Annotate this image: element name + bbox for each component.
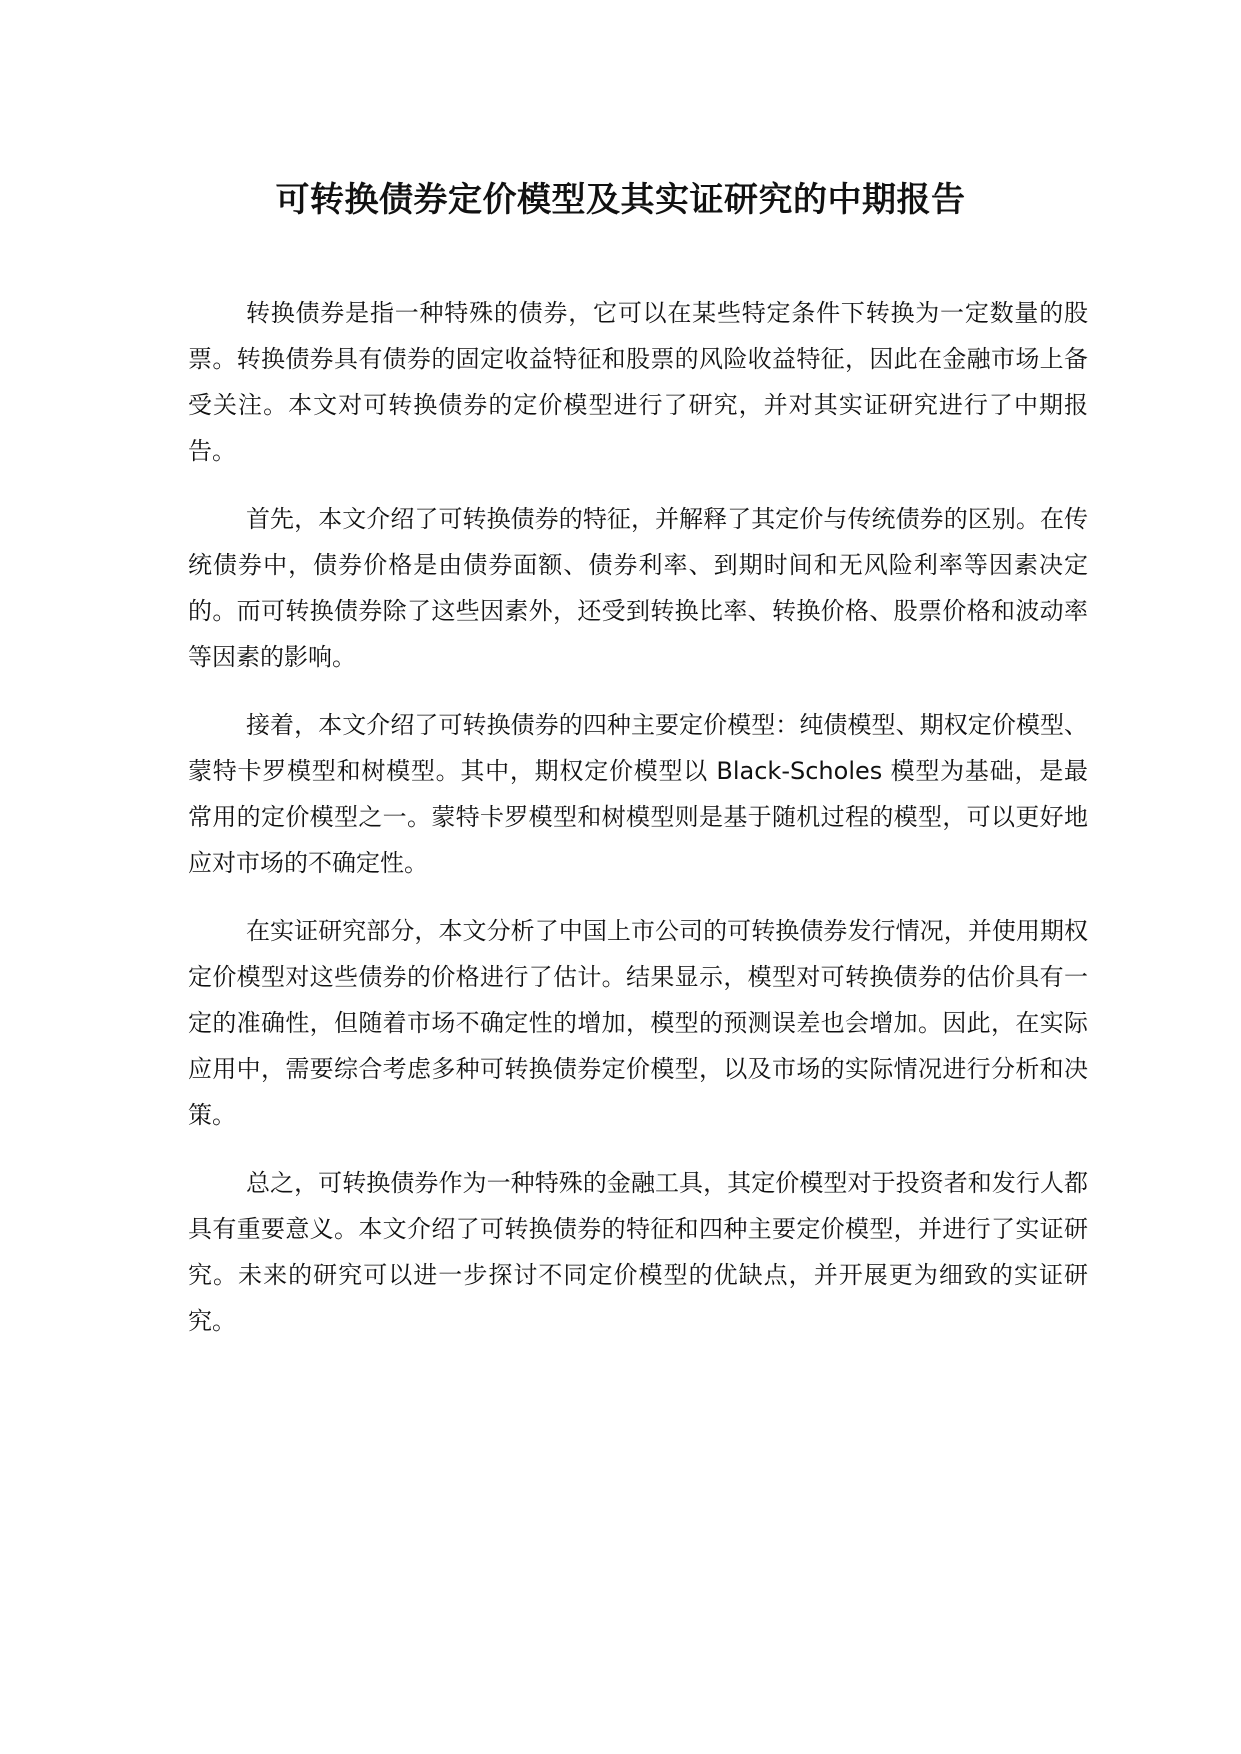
paragraph-models: 接着，本文介绍了可转换债券的四种主要定价模型：纯债模型、期权定价模型、蒙特卡罗模型和树模型。其中，期权定价模型以 Black-Scholes 模型为基础，是最常用的定价模型之一。蒙特卡罗模型和树模型则是基于随机过程的模型，可以更好地应对市场的不确定性。	[188, 711, 1088, 877]
paragraph-intro: 转换债券是指一种特殊的债券，它可以在某些特定条件下转换为一定数量的股票。转换债券具有债券的固定收益特征和股票的风险收益特征，因此在金融市场上备受关注。本文对可转换债券的定价模型进行了研究，并对其实证研究进行了中期报告。	[188, 299, 1088, 465]
paragraph-features: 首先，本文介绍了可转换债券的特征，并解释了其定价与传统债券的区别。在传统债券中，债券价格是由债券面额、债券利率、到期时间和无风险利率等因素决定的。而可转换债券除了这些因素外，还受到转换比率、转换价格、股票价格和波动率等因素的影响。	[188, 505, 1088, 671]
document-title: 可转换债券定价模型及其实证研究的中期报告	[275, 180, 966, 220]
document-body	[188, 290, 1088, 1366]
paragraph-empirical: 在实证研究部分，本文分析了中国上市公司的可转换债券发行情况，并使用期权定价模型对这些债券的价格进行了估计。结果显示，模型对可转换债券的估价具有一定的准确性，但随着市场不确定性的增加，模型的预测误差也会增加。因此，在实际应用中，需要综合考虑多种可转换债券定价模型，以及市场的实际情况进行分析和决策。	[188, 917, 1088, 1129]
paragraph-conclusion: 总之，可转换债券作为一种特殊的金融工具，其定价模型对于投资者和发行人都具有重要意义。本文介绍了可转换债券的特征和四种主要定价模型，并进行了实证研究。未来的研究可以进一步探讨不同定价模型的优缺点，并开展更为细致的实证研究。	[188, 1169, 1088, 1335]
